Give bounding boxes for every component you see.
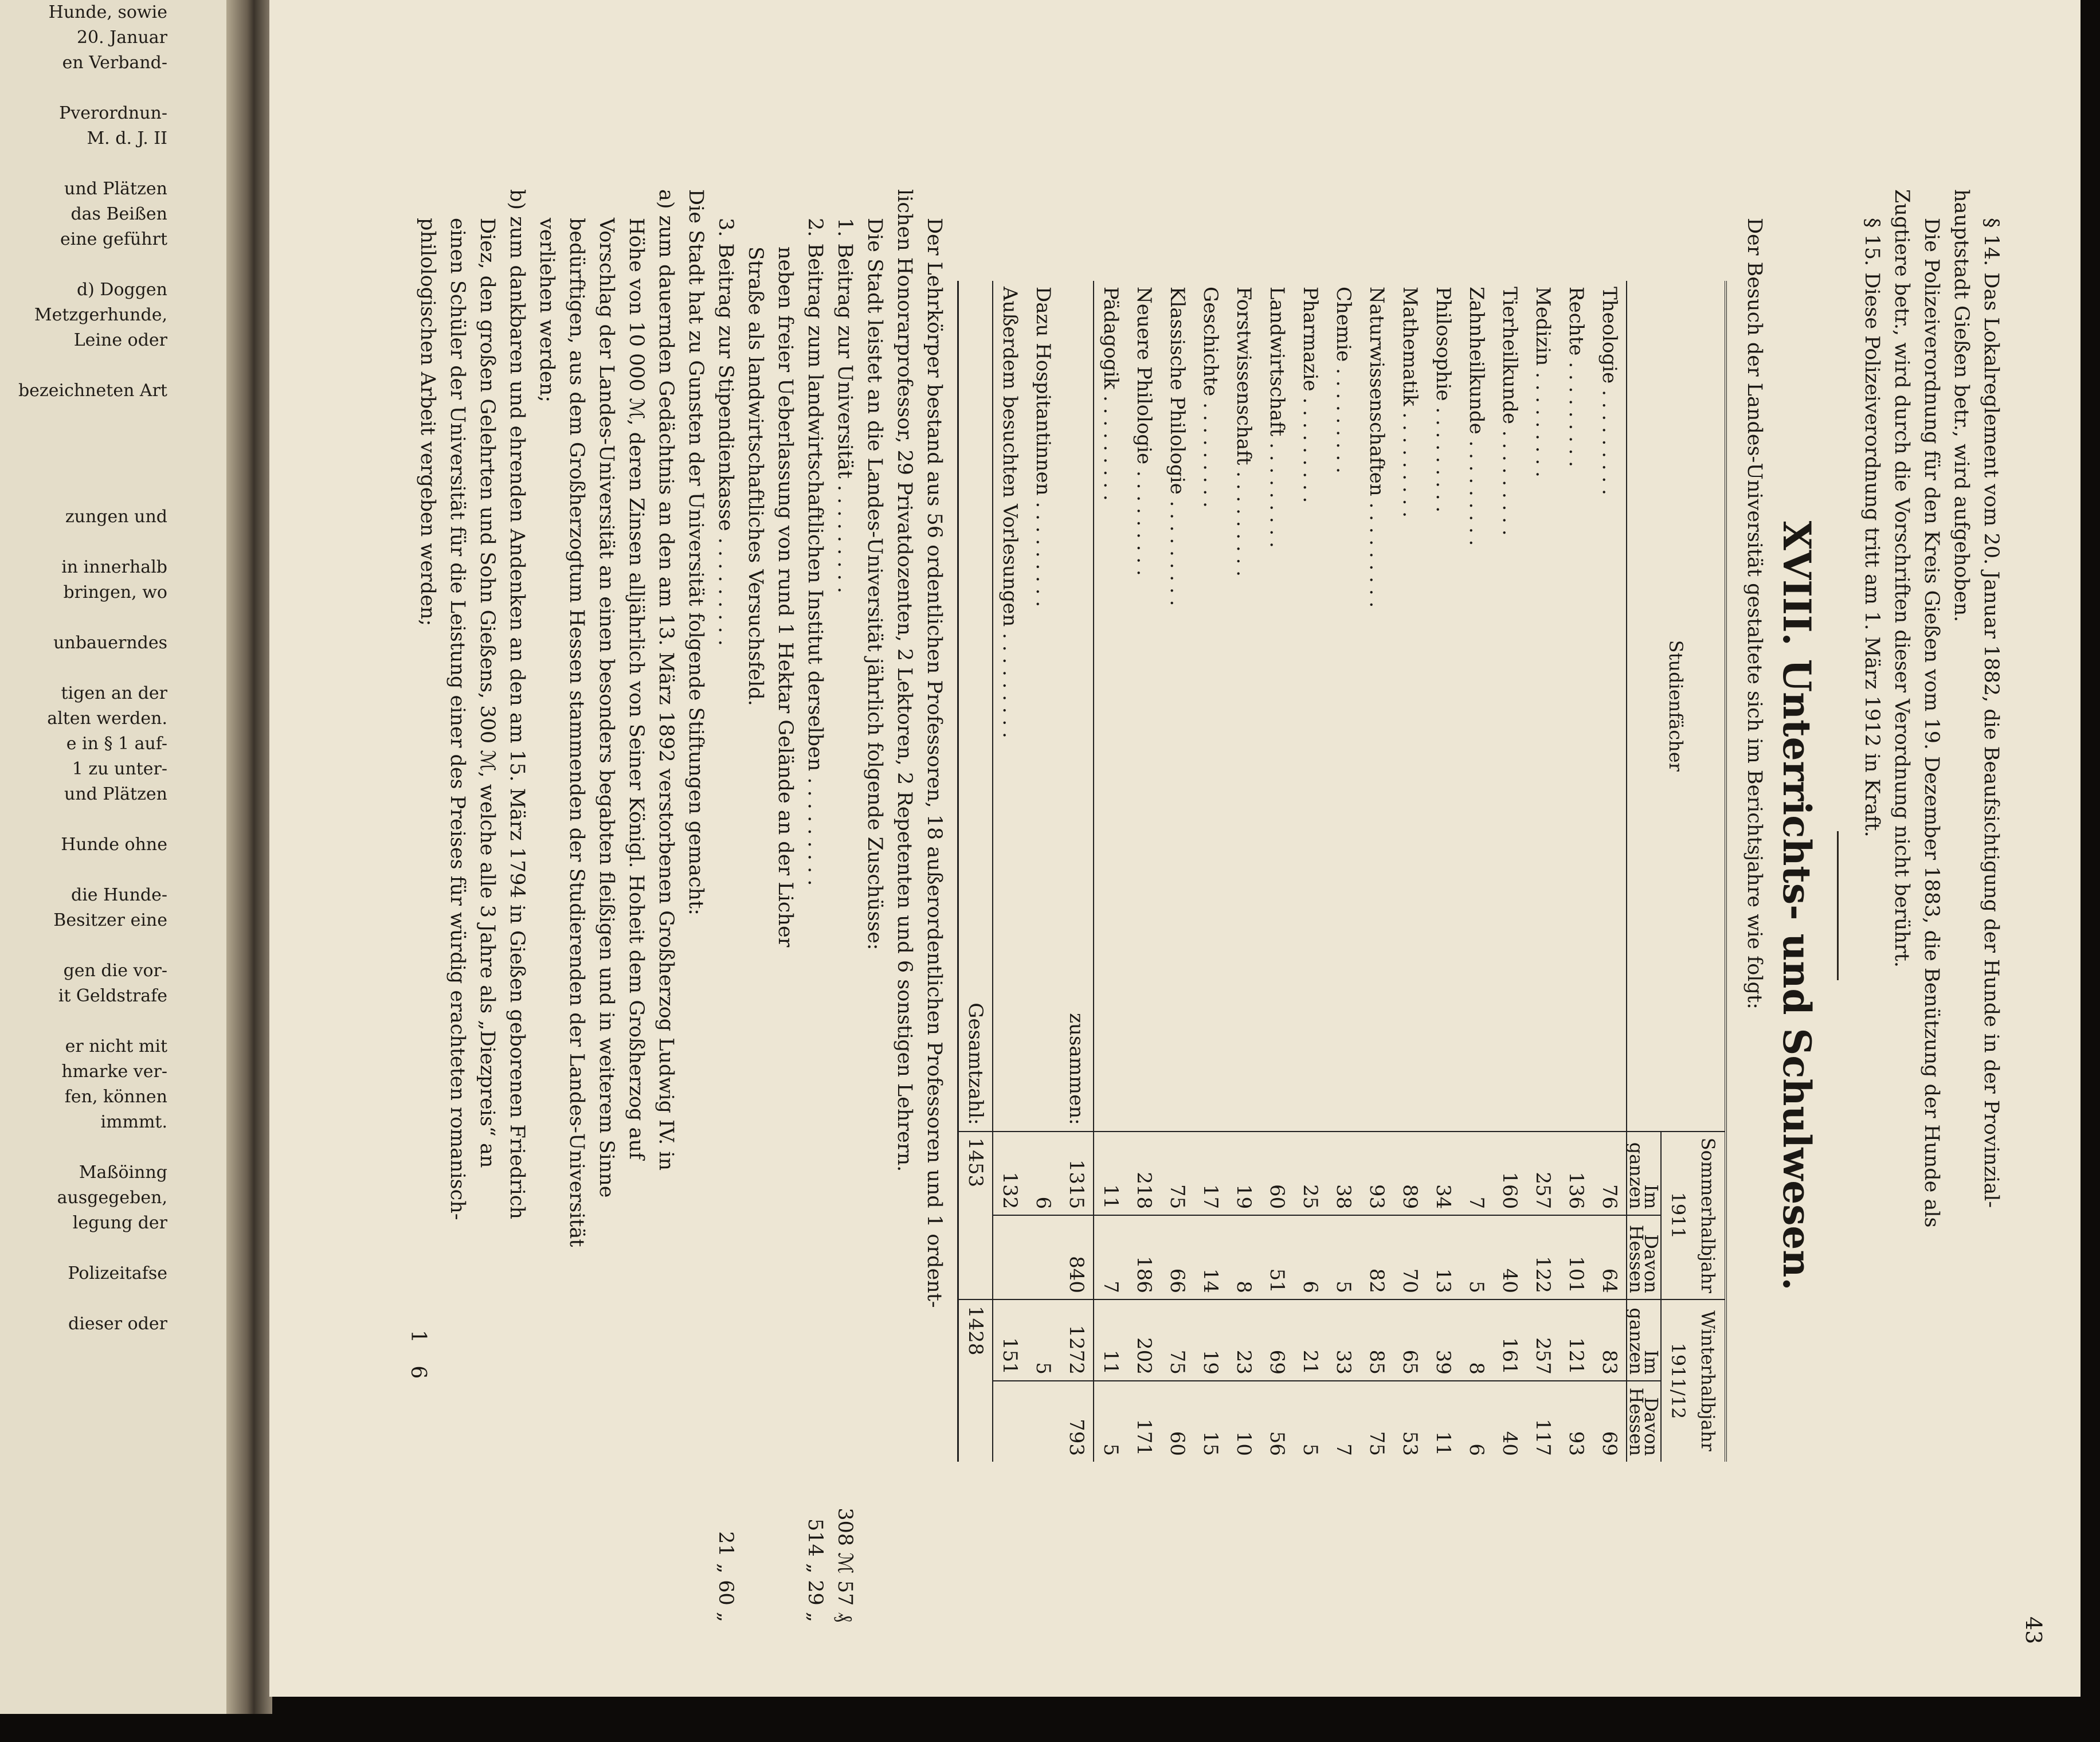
subheader-winter-total: Im ganzen bbox=[1627, 1299, 1661, 1381]
summer-hessen-cell: 64 bbox=[1593, 1215, 1627, 1299]
para-15: § 15. Diese Polizeiverordnung tritt am 1. März 1912 in Kraft. bbox=[1860, 218, 1883, 837]
table-row bbox=[1127, 281, 1161, 1462]
winter-hessen-cell: 7 bbox=[1327, 1381, 1360, 1462]
extra-row bbox=[1027, 281, 1060, 1462]
table-row bbox=[1294, 281, 1327, 1462]
foundation-a-3: Vorschlag der Landes-Universität an einen besonders begabten fleißigen und in weiterem Sinne bbox=[595, 218, 618, 1198]
table-row bbox=[1194, 281, 1227, 1462]
left-page-line bbox=[0, 479, 172, 504]
left-page-line bbox=[0, 151, 172, 177]
table-row bbox=[1327, 281, 1360, 1462]
summer-total-cell: 60 bbox=[1260, 1132, 1294, 1216]
summer-total-cell: 17 bbox=[1194, 1132, 1227, 1216]
winter-total-cell: 121 bbox=[1560, 1299, 1593, 1381]
university-attendance-table bbox=[957, 281, 1727, 1462]
summer-total-cell: 218 bbox=[1127, 1132, 1161, 1216]
subheader-summer-total: Im ganzen bbox=[1627, 1132, 1661, 1216]
summer-total-cell: 136 bbox=[1560, 1132, 1593, 1216]
left-page-line: d) Doggen bbox=[76, 280, 167, 300]
winter-total-cell: 23 bbox=[1227, 1299, 1260, 1381]
summer-total-cell: 25 bbox=[1294, 1132, 1327, 1216]
extra-row bbox=[993, 281, 1027, 1462]
left-page-line bbox=[0, 605, 172, 631]
table-intro: Der Besuch der Landes-Universität gestaltete sich im Berichtsjahre wie folgt: bbox=[1743, 218, 1766, 1009]
summer-total-cell: 7 bbox=[1460, 1132, 1493, 1216]
subject-cell: Pharmazie bbox=[1299, 287, 1322, 392]
grant-2-note-2: Straße als landwirtschaftliches Versuchsfeld. bbox=[744, 246, 767, 706]
faculty-line-2: lichen Honorarprofessor, 29 Privatdozenten, 2 Lektoren, 2 Repetenten und 6 sonstigen Lehrern. bbox=[893, 189, 916, 1172]
subject-cell: Rechte bbox=[1565, 287, 1588, 356]
left-page-line: er nicht mit bbox=[65, 1036, 167, 1056]
subject-cell: Pädagogik bbox=[1099, 287, 1122, 390]
extra-winter-total: 5 bbox=[1027, 1299, 1060, 1381]
left-page-line: Metzgerhunde, bbox=[34, 305, 167, 325]
city-grants bbox=[711, 218, 860, 1622]
extra-label: Außerdem besuchten Vorlesungen bbox=[998, 287, 1021, 627]
winter-total-cell: 75 bbox=[1161, 1299, 1194, 1381]
summer-total-cell: 38 bbox=[1327, 1132, 1360, 1216]
signature-mark: 1 6 bbox=[406, 1330, 430, 1387]
left-page-line bbox=[0, 76, 172, 101]
left-page-line bbox=[0, 933, 172, 958]
winter-hessen-cell: 117 bbox=[1526, 1381, 1560, 1462]
left-page-line: bringen, wo bbox=[63, 582, 167, 602]
grant-3-amount: 21 „ 60 „ bbox=[714, 1531, 737, 1622]
left-page-line: 1 zu unter- bbox=[72, 759, 167, 779]
left-page-line bbox=[0, 404, 172, 429]
left-page-line bbox=[0, 1009, 172, 1034]
summer-hessen-cell: 70 bbox=[1393, 1215, 1427, 1299]
rotated-page-content bbox=[269, 0, 2081, 1697]
subject-cell: Landwirtschaft bbox=[1266, 287, 1288, 437]
summer-hessen-cell: 5 bbox=[1327, 1215, 1360, 1299]
left-page-line bbox=[0, 252, 172, 277]
summer-total-cell: 89 bbox=[1393, 1132, 1427, 1216]
summer-hessen-cell: 13 bbox=[1427, 1215, 1460, 1299]
winter-hessen-cell: 40 bbox=[1493, 1381, 1526, 1462]
left-page-line: eine geführt bbox=[60, 229, 167, 249]
winter-total-cell: 33 bbox=[1327, 1299, 1360, 1381]
left-page-line: Leine oder bbox=[73, 330, 167, 350]
summer-hessen-cell: 51 bbox=[1260, 1215, 1294, 1299]
winter-total-cell: 202 bbox=[1127, 1299, 1161, 1381]
left-page-line: hmarke ver- bbox=[61, 1062, 167, 1082]
right-page bbox=[269, 0, 2081, 1697]
left-page-line: it Geldstrafe bbox=[58, 986, 167, 1006]
left-page-line bbox=[0, 1286, 172, 1312]
para-14b: hauptstadt Gießen betr., wird aufgehoben. bbox=[1950, 189, 1973, 623]
winter-total-cell: 39 bbox=[1427, 1299, 1460, 1381]
left-page-line: Hunde, sowie bbox=[48, 2, 167, 22]
section-heading: XVIII. Unterrichts- und Schulwesen. bbox=[1774, 520, 1819, 1291]
subject-cell: Theologie bbox=[1598, 287, 1621, 384]
extra-summer-total: 6 bbox=[1027, 1132, 1060, 1216]
winter-total-cell: 8 bbox=[1460, 1299, 1493, 1381]
winter-hessen-cell: 60 bbox=[1161, 1381, 1194, 1462]
foundation-a-2: Höhe von 10 000 ℳ, deren Zinsen alljährlich von Seiner Königl. Hoheit dem Großherzog auf bbox=[625, 218, 648, 1160]
left-page-line: und Plätzen bbox=[64, 784, 167, 804]
summer-hessen-cell: 7 bbox=[1094, 1215, 1127, 1299]
table-row bbox=[1393, 281, 1427, 1462]
winter-total-cell: 11 bbox=[1094, 1299, 1127, 1381]
winter-hessen-cell: 56 bbox=[1260, 1381, 1294, 1462]
table-row bbox=[1593, 281, 1627, 1462]
grant-2: 2. Beitrag zum landwirtschaftlichen Institut derselben bbox=[804, 218, 826, 772]
winter-hessen-cell: 5 bbox=[1294, 1381, 1327, 1462]
left-page-line: alten werden. bbox=[47, 708, 167, 729]
foundation-b-4: philologischen Arbeit vergeben werden; bbox=[416, 218, 439, 627]
sum-row bbox=[1060, 281, 1094, 1462]
foundation-a-4: bedürftigen, aus dem Großherzogtum Hessen stammenden der Studierenden der Landes-Universität bbox=[565, 218, 588, 1247]
subject-cell: Naturwissenschaften bbox=[1365, 287, 1388, 496]
summer-hessen-cell: 8 bbox=[1227, 1215, 1260, 1299]
left-page-line bbox=[0, 807, 172, 832]
col-header-winter: Winterhalbjahr 1911/12 bbox=[1661, 1299, 1726, 1462]
sum-winter-total: 1272 bbox=[1060, 1299, 1094, 1381]
summer-hessen-cell: 6 bbox=[1294, 1215, 1327, 1299]
total-label: Gesamtzahl: bbox=[958, 281, 993, 1132]
extra-label: Dazu Hospitantinnen bbox=[1032, 287, 1055, 496]
left-page-line: ausgegeben, bbox=[57, 1188, 167, 1208]
extra-summer-total: 132 bbox=[993, 1132, 1027, 1216]
grant-2-note-1: neben freier Ueberlassung von rund 1 Hektar Gelände an der Licher bbox=[774, 246, 797, 948]
summer-hessen-cell: 40 bbox=[1493, 1215, 1526, 1299]
left-page-line: bezeichneten Art bbox=[18, 381, 167, 401]
grant-2-amount: 514 „ 29 „ bbox=[804, 1518, 826, 1622]
winter-total-cell: 85 bbox=[1360, 1299, 1393, 1381]
subject-cell: Geschichte bbox=[1199, 287, 1222, 397]
summer-total-cell: 34 bbox=[1427, 1132, 1460, 1216]
left-page-line bbox=[0, 530, 172, 555]
table-row bbox=[1161, 281, 1194, 1462]
left-page-line: M. d. J. II bbox=[87, 128, 167, 148]
para-14d: Zugtiere betr., wird durch die Vorschriften dieser Verordnung nicht berührt. bbox=[1890, 189, 1913, 968]
subject-cell: Neuere Philologie bbox=[1133, 287, 1155, 465]
grant-3: 3. Beitrag zur Stipendienkasse bbox=[714, 218, 737, 531]
winter-hessen-cell: 75 bbox=[1360, 1381, 1393, 1462]
winter-hessen-cell: 11 bbox=[1427, 1381, 1460, 1462]
left-page-text bbox=[0, 0, 172, 1337]
left-page-line: das Beißen bbox=[70, 204, 167, 224]
table-row bbox=[1460, 281, 1493, 1462]
summer-total-cell: 76 bbox=[1593, 1132, 1627, 1216]
left-page-line: unbauerndes bbox=[53, 633, 167, 653]
foundation-a-1: a) zum dauernden Gedächtnis an den am 13. März 1892 verstorbenen Großherzog Ludwig IV. in bbox=[655, 189, 677, 1171]
winter-hessen-cell: 93 bbox=[1560, 1381, 1593, 1462]
left-page-line: und Plätzen bbox=[64, 179, 167, 199]
left-page-line: Maßöinng bbox=[79, 1162, 167, 1183]
left-page-line: Polizeitafse bbox=[68, 1263, 167, 1283]
table-row bbox=[1493, 281, 1526, 1462]
winter-total-cell: 161 bbox=[1493, 1299, 1526, 1381]
winter-hessen-cell: 171 bbox=[1127, 1381, 1161, 1462]
left-page-line: Hunde ohne bbox=[61, 835, 167, 855]
sum-label: zusammen: bbox=[1060, 281, 1094, 1132]
winter-hessen-cell: 69 bbox=[1593, 1381, 1627, 1462]
summer-hessen-cell: 82 bbox=[1360, 1215, 1393, 1299]
subheader-winter-hessen: Davon Hessen bbox=[1627, 1381, 1661, 1462]
extra-winter-total: 151 bbox=[993, 1299, 1027, 1381]
col-header-summer: Sommerhalbjahr 1911 bbox=[1661, 1132, 1726, 1299]
winter-hessen-cell: 6 bbox=[1460, 1381, 1493, 1462]
subject-cell: Klassische Philologie bbox=[1166, 287, 1189, 495]
foundation-b-2: Diez, den großen Gelehrten und Sohn Gießens, 300 ℳ, welche alle 3 Jahre als „Diezpreis“ an bbox=[476, 218, 499, 1168]
total-winter: 1428 bbox=[958, 1299, 993, 1462]
summer-hessen-cell: 14 bbox=[1194, 1215, 1227, 1299]
city-grants-intro: Die Stadt leistet an die Landes-Universität jährlich folgende Zuschüsse: bbox=[863, 218, 886, 950]
sum-summer-hessen: 840 bbox=[1060, 1215, 1094, 1299]
left-page-line bbox=[0, 1135, 172, 1160]
summer-hessen-cell: 186 bbox=[1127, 1215, 1161, 1299]
foundation-b-1: b) zum dankbaren und ehrenden Andenken an den am 15. März 1794 in Gießen geborenen Friedrich bbox=[506, 189, 528, 1219]
winter-total-cell: 65 bbox=[1393, 1299, 1427, 1381]
left-page-line bbox=[0, 858, 172, 883]
left-page-line: die Hunde- bbox=[71, 885, 167, 905]
foundations-intro: Die Stadt hat zu Gunsten der Universität folgende Stiftungen gemacht: bbox=[684, 189, 707, 915]
left-page-line bbox=[0, 454, 172, 479]
left-page-line: legung der bbox=[72, 1213, 167, 1233]
summer-total-cell: 160 bbox=[1493, 1132, 1526, 1216]
left-page-line bbox=[0, 429, 172, 454]
subheader-summer-hessen: Davon Hessen bbox=[1627, 1215, 1661, 1299]
summer-hessen-cell: 66 bbox=[1161, 1215, 1194, 1299]
section-divider bbox=[1837, 831, 1839, 980]
left-page-line: fen, können bbox=[64, 1087, 167, 1107]
winter-total-cell: 69 bbox=[1260, 1299, 1294, 1381]
left-page-line: Besitzer eine bbox=[53, 910, 167, 930]
summer-total-cell: 11 bbox=[1094, 1132, 1127, 1216]
winter-total-cell: 19 bbox=[1194, 1299, 1227, 1381]
winter-hessen-cell: 10 bbox=[1227, 1381, 1260, 1462]
summer-hessen-cell: 5 bbox=[1460, 1215, 1493, 1299]
left-page bbox=[0, 0, 226, 1714]
left-page-line: tigen an der bbox=[61, 683, 167, 703]
summer-hessen-cell: 101 bbox=[1560, 1215, 1593, 1299]
subject-cell: Philosophie bbox=[1432, 287, 1455, 401]
col-header-subject: Studienfächer bbox=[1627, 281, 1726, 1132]
winter-hessen-cell: 53 bbox=[1393, 1381, 1427, 1462]
winter-hessen-cell: 5 bbox=[1094, 1381, 1127, 1462]
subject-cell: Medizin bbox=[1531, 287, 1554, 366]
table-row bbox=[1227, 281, 1260, 1462]
table-row bbox=[1260, 281, 1294, 1462]
left-page-line: e in § 1 auf- bbox=[66, 734, 167, 754]
book-gutter bbox=[226, 0, 272, 1714]
page-text bbox=[413, 189, 2006, 1622]
left-page-line bbox=[0, 353, 172, 378]
grant-1-amount: 308 ℳ 57 ₰ bbox=[833, 1508, 856, 1622]
left-page-line: gen die vor- bbox=[63, 961, 167, 981]
total-summer: 1453 bbox=[958, 1132, 993, 1299]
left-page-line bbox=[0, 656, 172, 681]
sum-winter-hessen: 793 bbox=[1060, 1381, 1094, 1462]
page-number: 43 bbox=[2021, 1616, 2046, 1645]
left-page-line bbox=[0, 1236, 172, 1261]
winter-total-cell: 83 bbox=[1593, 1299, 1627, 1381]
para-14a: § 14. Das Lokalreglement vom 20. Januar 1882, die Beaufsichtigung der Hunde in der Provinzial- bbox=[1980, 218, 2003, 1208]
table-row bbox=[1560, 281, 1593, 1462]
sum-summer-total: 1315 bbox=[1060, 1132, 1094, 1216]
winter-total-cell: 257 bbox=[1526, 1299, 1560, 1381]
summer-hessen-cell: 122 bbox=[1526, 1215, 1560, 1299]
summer-total-cell: 19 bbox=[1227, 1132, 1260, 1216]
table-row bbox=[1427, 281, 1460, 1462]
winter-hessen-cell: 15 bbox=[1194, 1381, 1227, 1462]
winter-total-cell: 21 bbox=[1294, 1299, 1327, 1381]
foundation-a-5: verliehen werden; bbox=[535, 218, 558, 403]
summer-total-cell: 93 bbox=[1360, 1132, 1393, 1216]
table-row bbox=[1360, 281, 1393, 1462]
left-page-line: in innerhalb bbox=[61, 557, 167, 577]
left-page-line: immmt. bbox=[100, 1112, 167, 1132]
left-page-line: en Verband- bbox=[62, 53, 167, 73]
left-page-line: dieser oder bbox=[68, 1314, 167, 1334]
summer-total-cell: 257 bbox=[1526, 1132, 1560, 1216]
subject-cell: Mathematik bbox=[1398, 287, 1421, 406]
grant-1: 1. Beitrag zur Universität bbox=[833, 218, 856, 479]
left-page-line: 20. Januar bbox=[76, 28, 167, 48]
subject-cell: Forstwissenschaft bbox=[1232, 287, 1255, 465]
faculty-line-1: Der Lehrkörper bestand aus 56 ordentlichen Professoren, 18 außerordentlichen Professoren und 1 ordent- bbox=[923, 218, 946, 1308]
subject-cell: Zahnheilkunde bbox=[1465, 287, 1488, 434]
foundation-b-3: einen Schüler der Universität für die Leistung einer des Preises für würdig erachteten romanisch- bbox=[446, 218, 469, 1220]
total-row bbox=[958, 281, 993, 1462]
table-row bbox=[1094, 281, 1127, 1462]
subject-cell: Chemie bbox=[1332, 287, 1355, 362]
left-page-line: Pverordnun- bbox=[59, 103, 167, 123]
left-page-line: zungen und bbox=[65, 507, 167, 527]
table-row bbox=[1526, 281, 1560, 1462]
para-14c: Die Polizeiverordnung für den Kreis Gießen vom 19. Dezember 1883, die Benützung der Hunde als bbox=[1920, 218, 1943, 1228]
summer-total-cell: 75 bbox=[1161, 1132, 1194, 1216]
subject-cell: Tierheilkunde bbox=[1498, 287, 1521, 424]
